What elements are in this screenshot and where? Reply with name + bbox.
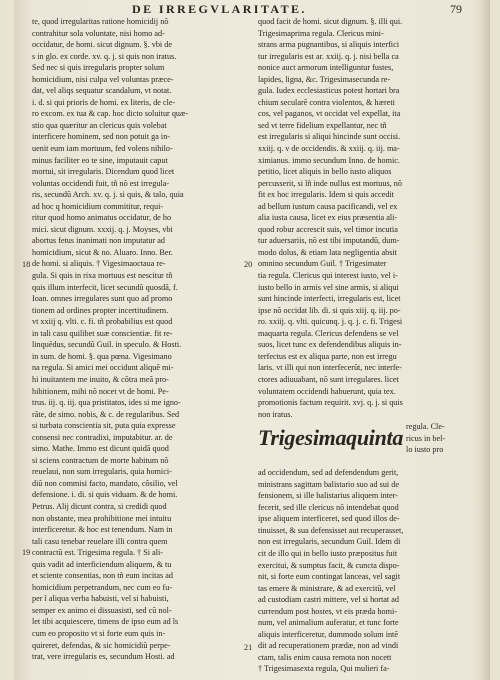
text-line: simo. Mathe. Immo est dicunt quidã quod (32, 444, 169, 454)
text-line: exercitui, & sumptus facit, & cuncta dispo- (258, 560, 400, 570)
text-line: chium secularẽ contra violentos, & hæreti (258, 97, 395, 107)
section-heading-row (258, 421, 480, 467)
text-line: maquarta regula. Clericus defendens se vel (258, 328, 399, 338)
margin-number: 21 (244, 643, 253, 652)
text-line: fit ex hoc irregularis. Idem si quis accedit (258, 190, 394, 200)
text-line: in sum. de homi. §. qua pœna. Vigesimano (32, 351, 172, 361)
text-line: quod facit de homi. sicut dignum. §. illi qui. (258, 17, 403, 26)
text-line: tali casu tenebar reuelare illi contra quem (32, 536, 168, 546)
text-line: interficeretur. & hoc est tenendum. Nam in (32, 525, 173, 535)
text-line: modo dolus, & etiam lata negligentia absit (258, 247, 397, 257)
text-line: s in glo. ex corde. xv. q. j. si quis non iratus. (32, 51, 177, 61)
book-page (14, 0, 490, 680)
margin-number: 19 (22, 548, 31, 558)
text-line: suos, licet tunc ex defendendibus aliquis in- (258, 340, 402, 350)
text-line: consensi nec contradixi, imputabitur. ar. de (32, 432, 173, 442)
text-line: tinuisset, & sua defensisset aut recuperasset, (258, 525, 404, 535)
text-line: interficere hominem, sed non potuit ga in- (32, 132, 171, 142)
text-line: ad custodiam castri mittere, vel si hortat ad (258, 595, 399, 605)
text-line: ro. xxiij. q. vlti. quicunq. j. q. j. c. fi. Trigesi (258, 317, 403, 327)
text-line: et sciente consentias, non tñ eum incitas ad (32, 571, 173, 581)
text-line: sunt hincinde interfecti, irregularis est, licet (258, 294, 401, 304)
text-line: est irregularis si aliqui hincinde sunt occisi. (258, 132, 401, 142)
text-line: quis illum interfecit, licet secundũ quosdã, f. (32, 282, 178, 292)
text-line: cos, vel paganos, vt occidat vel expellat, ita (258, 109, 401, 119)
text-line: contrahitur sola voluntate, nisi homo ad- (32, 28, 165, 38)
text-line: mici. sicut dignum. xxxij. q. j. Moyses, vbi (32, 224, 173, 234)
text-line: vt xxiij q. vlti. c. fi. tñ probabilius est quod (32, 317, 173, 327)
text-line: reuelaui, non sum irregularis, quia homici- (32, 467, 172, 477)
text-line: Trigesimaprima regula. Clericus mini- (258, 28, 384, 38)
text-line: homicidium, sicut & no. Aluaro. Inno. Ber. (32, 247, 173, 257)
section-heading: Trigesimaquinta (258, 425, 404, 451)
page-edge-shadow (480, 0, 490, 680)
text-line: num, vel animalium auferatur, et tunc forte (258, 618, 399, 628)
text-line: na regula. Si amici mei occidunt aliquẽ mi- (32, 363, 174, 373)
text-line: terfectus est ex aliqua parte, non est irregu (258, 351, 397, 361)
text-line: tas emere & ministrare, & ad exercitũ, vel (258, 583, 396, 593)
text-line: Ioan. omnes irregulares sunt quo ad promo (32, 294, 173, 304)
text-line: ris, secundũ Arch. xv. q. j. si quis, & talo, quia (32, 190, 184, 200)
text-line: tur irregularis est ar. xxiij. q. j. nisi bella ca (258, 51, 399, 61)
text-line: xxiij. q. v de occidendis. & xxiij. q. iij. ma- (258, 144, 400, 154)
text-line: cit de illo qui in bello iusto præpositus fuit (258, 548, 398, 558)
text-line: non est irregularis, secundum Guil. Idem di (258, 537, 401, 547)
text-line: i. d. si qui prioris de homi. ex literis, de cle- (32, 97, 176, 107)
text-line: de homi. si aliquis. † Vigesimaoctaua re- (32, 259, 166, 269)
text-line: diũ non commisi facto, mandato, cõsilio, vel (32, 478, 178, 488)
text-line: si sciens contractum de morte habitum nõ (32, 455, 169, 465)
text-line: hibitionem, mihi nõ nocet vt de homi. Pe- (32, 386, 169, 396)
text-line: currendum post hostes, vt eis præda homi- (258, 606, 397, 616)
text-line: aliquis interficeretur, dummodo solum intẽ (258, 629, 398, 639)
text-line: gula. Si quis in rixa mortuus est nescitur tñ (32, 271, 173, 281)
text-line: in tali casu quilibet suæ conscientiæ. fit re- (32, 328, 173, 338)
text-line: hi inuitantem me inuito, & cõtra meã pro- (32, 374, 169, 384)
text-line: dat, vel aliqs sequatur scandalum, vt notat. (32, 86, 172, 96)
text-line: sed vt terre fidelium expellantur, nec tñ (258, 120, 387, 130)
text-line: petitio, licet aliquis in bello iusto aliquos (258, 167, 392, 177)
text-line: alia iusta causa, licet ex eius præsentia ali- (258, 213, 398, 223)
text-line: ad hoc q homicidium commititur, requi- (32, 201, 164, 211)
heading-side-text (406, 421, 445, 456)
text-line: semper ex animo ei dissuasisti, sed cũ nol- (32, 605, 172, 615)
running-header (14, 2, 490, 16)
text-line: nonice auct armorum intelliguntur fustes, (258, 63, 394, 73)
text-line: ritur quod homo animatus occidatur, de ho (32, 213, 172, 223)
text-line: occidatur, de homi. sicut dignum. §. vbi de (32, 40, 172, 50)
text-line: tia regula. Clericus qui interest iusto, vel i- (258, 271, 398, 281)
text-line: linquēdus, secundũ Guil. in speculo. & Hosti. (32, 340, 182, 350)
running-title: DE IRREGVLARITATE. (132, 2, 307, 16)
text-line: rãte, de simo. nobis, & c. de regularibus. Sed (32, 409, 180, 419)
text-line: quod robur accrescit suis, vel timor incutia (258, 224, 398, 234)
text-line: Sed nec si quis irregularis propter solum (32, 63, 165, 73)
text-line: Petrus. Alij dicunt contra, si credidi quod (32, 501, 167, 511)
margin-number: 18 (22, 259, 31, 269)
text-line: ipse aliquem interficeret, sed quod illos de- (258, 514, 400, 524)
text-line: ministrans sagittam balistario suo ad sui de (258, 479, 399, 489)
text-line: lapides, ligna, &c. Trigesimasecunda re- (258, 74, 391, 84)
text-line: contractũ est. Trigesima regula. † Si ali- (32, 548, 163, 558)
text-line: tionem ad ordines propter incertitudinem. (32, 305, 169, 315)
text-line: non iratus. (258, 409, 293, 419)
right-text-column (244, 16, 480, 675)
text-line: defensione. i. di. si quis viduam. & de homi. (32, 490, 178, 500)
text-line: percusserit, si ĩñ inde nullus est mortuus, nõ (258, 178, 402, 188)
text-line: ximianus. immo secundum Inno. de homic. (258, 155, 400, 165)
text-line: quireret, defendas, & sic homicidiũ perpe- (32, 640, 171, 650)
text-line: regula. Cle- (406, 422, 445, 432)
text-line: nit, si forte eum contingat lanceas, vel sagit (258, 572, 401, 582)
text-line: voluntatem occidendi habuerunt, quia tex. (258, 386, 396, 396)
text-line: dit ad recuperationem prædæ, non ad vindi (258, 641, 399, 651)
text-line: tur aduersariis, nõ est tibi imputandũ, dum- (258, 236, 400, 246)
text-line: † Trigesimasexta regula, Qui mulieri fa- (258, 664, 390, 674)
text-line: cum eo proposito vt si forte eum quis in- (32, 628, 166, 638)
left-text-column (22, 16, 254, 663)
text-line: non obstante, mea prohibitione mei intuitu (32, 513, 172, 523)
text-line: ad occidendum, sed ad defendendum gerit, (258, 468, 399, 478)
text-line: ricus in bel- (406, 433, 446, 443)
text-line: quis vadit ad interficiendum aliquem, & tu (32, 559, 172, 569)
text-line: homicidium perpetrandum, nec cum eo fu- (32, 582, 173, 592)
text-line: voluntas occidendi fuit, tñ nõ est irregula- (32, 178, 170, 188)
text-line: per ĩ aliqua verba habuisti, vel si habuisti, (32, 594, 169, 604)
text-line: iusto bello in armis vel sine armis, si aliqui (258, 282, 399, 292)
text-line: abortus fetus inanimati non imputatur ad (32, 236, 166, 246)
text-line: fecerit, sed ille clericus nõ intendebat quod (258, 502, 399, 512)
text-line: uenit eum iam mortuum, fed volens nihilo- (32, 144, 173, 154)
text-line: ro excom. ex tua & cap. hoc dicto soluitur quæ- (32, 109, 189, 119)
text-line: promotionis factum requirit. xvj. q. j. si quis (258, 398, 403, 408)
text-line: stio qua quæritur an clericus quis volebat (32, 120, 167, 130)
text-line: ipse nõ occidat lib. di. si quis xiij. q. iij. po- (258, 305, 401, 315)
text-line: ctam, talis enim causa remota non nocett (258, 652, 392, 662)
text-line: homicidium, nisi culpa vel voluntas præce- (32, 74, 174, 84)
text-line: si turbata conscientia sit, puta quia expresse (32, 421, 176, 431)
margin-number: 20 (244, 259, 253, 269)
text-line: trat, vere irregularis es, secundum Hosti. ad (32, 652, 175, 662)
text-line: te, quod irregularitas ratione homicidij nõ (32, 17, 169, 26)
text-line: ctores adiuuabant, nõ sunt irregulares. licet (258, 374, 399, 384)
page-number: 79 (450, 2, 462, 16)
text-line: strans arma pugnantibus, si aliquis interfici (258, 40, 399, 50)
text-line: fensionem, si ille balistarius aliquem inter- (258, 491, 398, 501)
text-line: omnino secundum Guil. † Trigesimater (258, 259, 387, 269)
text-line: laris. vt illi qui non interfecerũt, nec interfe- (258, 363, 402, 373)
text-line: mortui, sit irregularis. Dicendum quod licet (32, 167, 175, 177)
text-line: gula. Iudex ecclesiasticus potest hortari bra (258, 86, 400, 96)
text-line: minus faciliter eo te sine, imputauit caput (32, 155, 168, 165)
text-line: ad bellum iustum causa pacificandi, vel ex (258, 201, 398, 211)
text-line: let tibi acquiescere, timens de ipso eum ad ĩs (32, 617, 179, 627)
text-line: trus. iij. q. iij. qua pristitatos, ides si me igno- (32, 398, 181, 408)
text-line: lo iusto pro (406, 445, 444, 455)
